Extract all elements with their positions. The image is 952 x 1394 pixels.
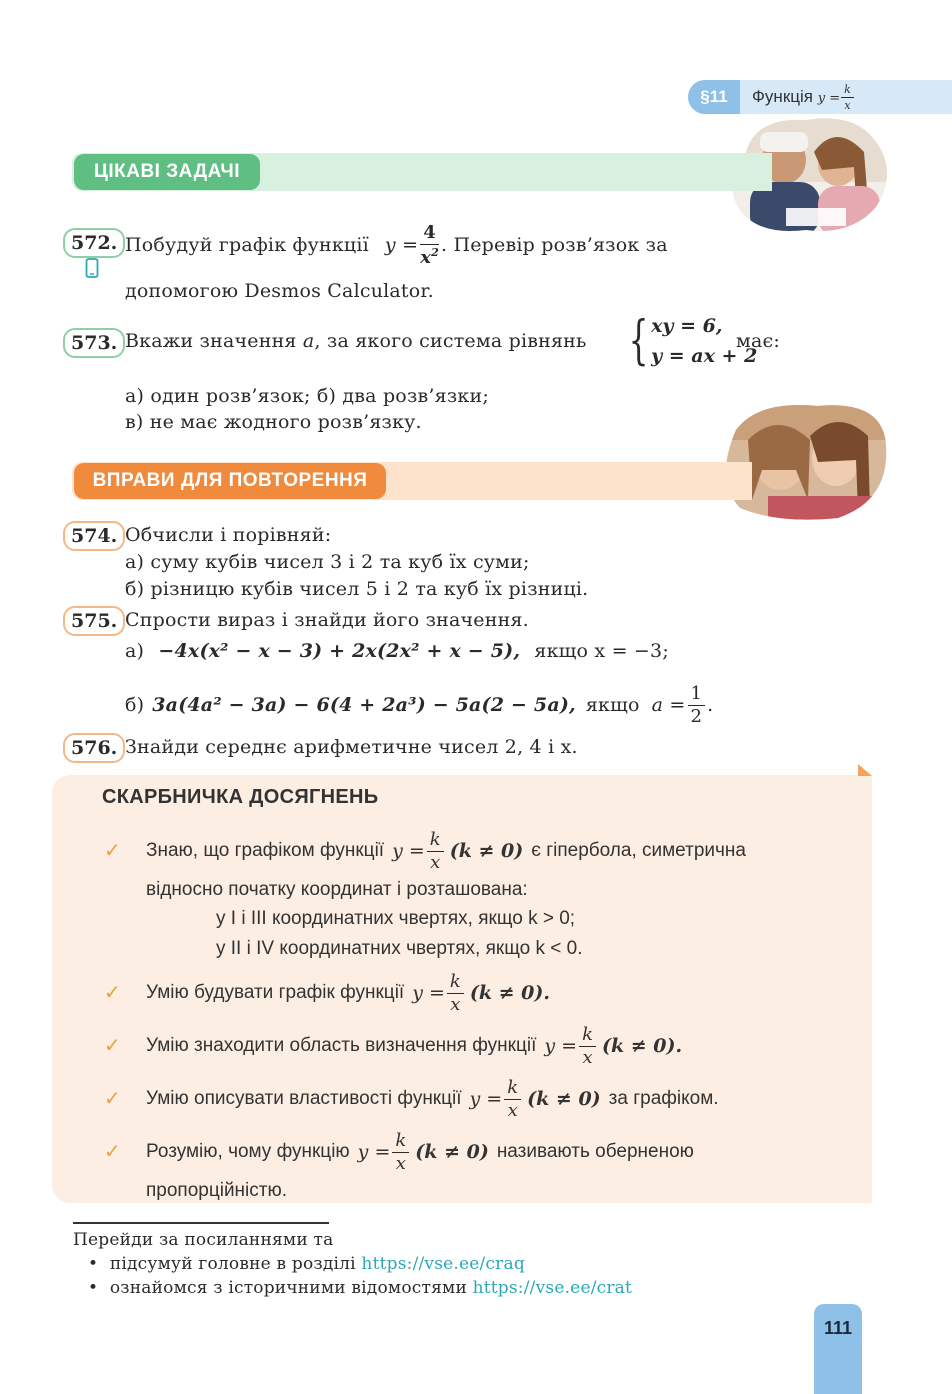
- problem-572-line1: Побудуй графік функції y = $\frac{4}{x^2}$ . Перевір розв’язок за: [125, 221, 668, 268]
- footer-item-2: • ознайомся з історичними відомостями https://vse.ee/crat: [88, 1278, 633, 1298]
- footer-divider: [73, 1222, 329, 1224]
- problem-573-has: має:: [736, 330, 780, 352]
- problem-number-573: 573.: [63, 328, 125, 358]
- achievement-1-line2: відносно початку координат і розташована:: [146, 879, 528, 900]
- section-number: §11: [700, 87, 728, 106]
- achievement-1-line3: у І і ІІІ координатних чвертях, якщо k > 0;: [216, 908, 576, 929]
- problem-574-line1: Обчисли і порівняй:: [125, 524, 332, 546]
- achievement-1-line4: у ІІ і ІV координатних чвертях, якщо k < 0.: [216, 938, 583, 959]
- achievement-5-line1: Розумію, чому функцію y = $\frac{k}{x}$ (k ≠ 0) називають оберненою: [146, 1129, 694, 1174]
- review-label: ВПРАВИ ДЛЯ ПОВТОРЕННЯ: [74, 463, 386, 499]
- achievement-5-line2: пропорційністю.: [146, 1180, 288, 1201]
- problem-573-line1: Вкажи значення a, за якого система рівнянь: [125, 330, 587, 352]
- problem-575-b: б) 3a(4a² − 3a) − 6(4 + 2a³) − 5a(2 − 5a), якщо a = $\frac{1}{2}$ .: [125, 682, 714, 727]
- page-number-tab: [814, 1304, 862, 1394]
- check-icon: ✓: [104, 1033, 121, 1057]
- achievement-1-line1: Знаю, що графіком функції y = $\frac{k}{x}$ (k ≠ 0) є гіпербола, симетрична: [146, 828, 746, 873]
- link-history[interactable]: https://vse.ee/crat: [472, 1278, 633, 1298]
- corner-triangle: [858, 764, 872, 776]
- problem-number-574: 574.: [63, 521, 125, 551]
- problem-number-572: 572.: [63, 228, 125, 258]
- problem-573-line3: в) не має жодного розв’язку.: [125, 411, 422, 433]
- problem-574-line3: б) різницю кубів чисел 5 і 2 та куб їх різниці.: [125, 578, 589, 600]
- problem-573-line2: а) один розв’язок; б) два розв’язки;: [125, 385, 489, 407]
- check-icon: ✓: [104, 980, 121, 1004]
- achievement-4: Умію описувати властивості функції y = $\frac{k}{x}$ (k ≠ 0) за графіком.: [146, 1076, 719, 1121]
- section-badge: [688, 80, 740, 114]
- check-icon: ✓: [104, 1086, 121, 1110]
- check-icon: ✓: [104, 1139, 121, 1163]
- header-title: Функція y = $\frac{k}{x}$: [752, 84, 856, 112]
- interesting-label: ЦІКАВІ ЗАДАЧІ: [74, 154, 260, 190]
- problem-575-a: а) −4x(x² − x − 3) + 2x(2x² + x − 5), якщо x = −3;: [125, 640, 669, 662]
- problem-575-line1: Спрости вираз і знайди його значення.: [125, 609, 529, 631]
- footer-item-1: • підсумуй головне в розділі https://vse.ee/craq: [88, 1254, 525, 1274]
- problem-number-575: 575.: [63, 606, 125, 636]
- equation-system: { xy = 6, y = ax + 2: [628, 311, 758, 371]
- problem-574-line2: а) суму кубів чисел 3 і 2 та куб їх суми;: [125, 551, 530, 573]
- footer-intro: Перейди за посиланнями та: [73, 1230, 334, 1250]
- achievement-3: Умію знаходити область визначення функції y = $\frac{k}{x}$ (k ≠ 0).: [146, 1023, 683, 1068]
- link-summary[interactable]: https://vse.ee/craq: [361, 1254, 525, 1274]
- problem-576-text: Знайди середнє арифметичне чисел 2, 4 і x.: [125, 736, 578, 758]
- achievement-2: Умію будувати графік функції y = $\frac{k}{x}$ (k ≠ 0).: [146, 970, 550, 1015]
- page-number: 111: [823, 1318, 853, 1338]
- check-icon: ✓: [104, 838, 121, 862]
- achievements-title: СКАРБНИЧКА ДОСЯГНЕНЬ: [102, 786, 379, 808]
- problem-number-576: 576.: [63, 733, 125, 763]
- phone-icon: [85, 258, 99, 278]
- problem-572-line2: допомогою Desmos Calculator.: [125, 280, 434, 302]
